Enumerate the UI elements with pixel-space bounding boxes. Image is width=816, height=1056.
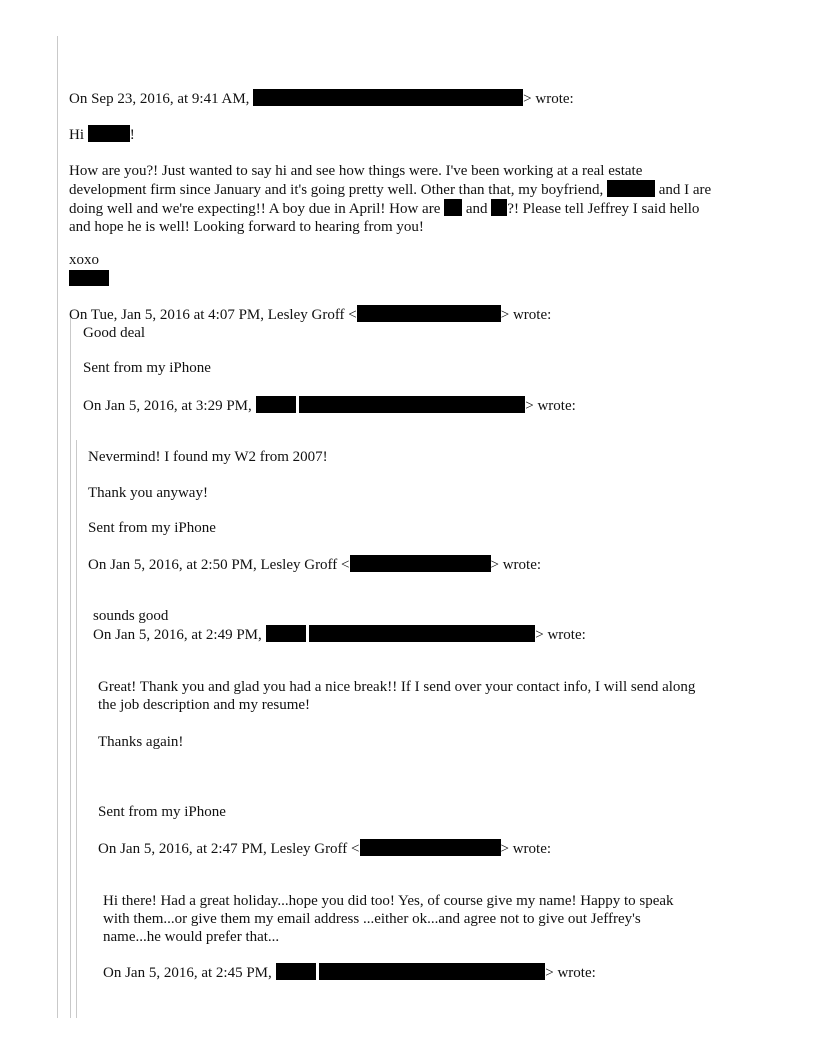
quote-rule-level-1 bbox=[70, 318, 71, 1018]
redaction-bar bbox=[607, 180, 655, 197]
message-header-249pm: On Jan 5, 2016, at 2:49 PM, > wrote: bbox=[93, 627, 586, 643]
message-header-250pm: On Jan 5, 2016, at 2:50 PM, Lesley Groff < > wrote: bbox=[88, 557, 542, 573]
message-header-245pm: On Jan 5, 2016, at 2:45 PM, > wrote: bbox=[103, 965, 596, 981]
redaction-bar bbox=[491, 199, 507, 216]
thanks-again-text: Thanks again! bbox=[98, 734, 184, 750]
redaction-bar bbox=[266, 625, 306, 642]
quote-rule-level-2 bbox=[76, 440, 77, 1018]
nevermind-text: Nevermind! I found my W2 from 2007! bbox=[88, 449, 328, 465]
redaction-bar bbox=[357, 305, 501, 322]
greeting: Hi ! bbox=[69, 127, 135, 143]
margin-rule bbox=[57, 36, 58, 1018]
redaction-bar bbox=[360, 839, 501, 856]
redaction-bar bbox=[88, 125, 130, 142]
redaction-bar bbox=[319, 963, 545, 980]
thank-you-anyway-text: Thank you anyway! bbox=[88, 485, 208, 501]
sent-from-iphone: Sent from my iPhone bbox=[83, 360, 211, 376]
great-message: Great! Thank you and glad you had a nice break!! If I send over your contact info, I will send along the job description and my resume! bbox=[98, 679, 696, 713]
good-deal-text: Good deal bbox=[83, 325, 146, 341]
holiday-message: Hi there! Had a great holiday...hope you did too! Yes, of course give my name! Happy to speak with them...or give them my email address ...either ok...and agree not to give out Jeffrey's name...he would prefer that... bbox=[103, 893, 674, 945]
redaction-bar bbox=[350, 555, 491, 572]
message-header-247pm: On Jan 5, 2016, at 2:47 PM, Lesley Groff < > wrote: bbox=[98, 841, 552, 857]
signoff: xoxo bbox=[69, 252, 99, 268]
sent-from-iphone: Sent from my iPhone bbox=[98, 804, 226, 820]
message-header-sep23: On Sep 23, 2016, at 9:41 AM, > wrote: bbox=[69, 91, 574, 107]
redaction-bar bbox=[444, 199, 462, 216]
signature-redaction bbox=[69, 270, 109, 286]
redaction-bar bbox=[309, 625, 535, 642]
sent-from-iphone: Sent from my iPhone bbox=[88, 520, 216, 536]
redaction-bar bbox=[253, 89, 523, 106]
message-body-sep23: How are you?! Just wanted to say hi and see how things were. I've been working at a real estate development firm since January and it's going pretty well. Other than that, my boyfriend, and I are doing well and we're expecting!! A boy due in April! How are and ?! Please tell Jeffrey I said hello and hope he is well! Looking forward to hearing from you! bbox=[69, 163, 712, 235]
message-header-329pm: On Jan 5, 2016, at 3:29 PM, > wrote: bbox=[83, 398, 576, 414]
message-header-407pm: On Tue, Jan 5, 2016 at 4:07 PM, Lesley Groff < > wrote: bbox=[69, 307, 552, 323]
redaction-bar bbox=[299, 396, 525, 413]
redaction-bar bbox=[256, 396, 296, 413]
redaction-bar bbox=[276, 963, 316, 980]
sounds-good-text: sounds good bbox=[93, 608, 169, 624]
